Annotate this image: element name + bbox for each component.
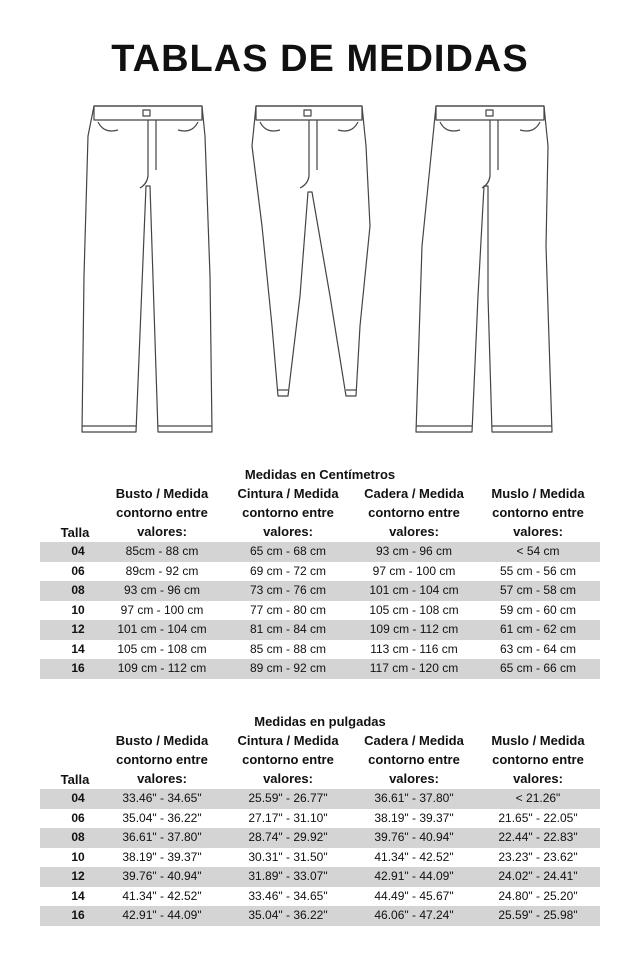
talla-cell: 10 bbox=[71, 602, 85, 617]
measure-cell: 36.61" - 37.80" bbox=[122, 830, 202, 844]
measure-cell: 65 cm - 66 cm bbox=[499, 661, 577, 675]
measure-cell: 85cm - 88 cm bbox=[125, 544, 199, 558]
measure-cell: 73 cm - 76 cm bbox=[249, 583, 327, 597]
measure-cell: 33.46" - 34.65" bbox=[122, 791, 202, 805]
talla-cell: 12 bbox=[71, 622, 85, 636]
measure-cell: 77 cm - 80 cm bbox=[249, 602, 327, 617]
column-header: Cadera / Medida contorno entre valores: bbox=[364, 733, 464, 786]
talla-cell: 04 bbox=[71, 791, 85, 805]
table-row bbox=[40, 848, 600, 868]
measure-cell: 93 cm - 96 cm bbox=[123, 583, 201, 597]
measure-cell: 61 cm - 62 cm bbox=[499, 622, 577, 636]
page-title: TABLAS DE MEDIDAS bbox=[111, 38, 529, 80]
skinny-jeans-icon bbox=[252, 106, 370, 396]
straight-jeans-icon bbox=[82, 106, 212, 432]
measure-cell: 44.49" - 45.67" bbox=[374, 888, 454, 903]
table-body bbox=[40, 789, 600, 926]
column-header: Cintura / Medida contorno entre valores: bbox=[237, 486, 339, 539]
talla-cell: 16 bbox=[71, 908, 85, 922]
measure-cell: 41.34" - 42.52" bbox=[122, 888, 202, 903]
measure-cell: 69 cm - 72 cm bbox=[249, 563, 327, 578]
measure-cell: 81 cm - 84 cm bbox=[249, 622, 327, 636]
measure-cell: 39.76" - 40.94" bbox=[122, 869, 202, 883]
measure-cell: 38.19" - 39.37" bbox=[122, 849, 202, 864]
measure-cell: 101 cm - 104 cm bbox=[369, 583, 459, 597]
measure-cell: 27.17" - 31.10" bbox=[248, 810, 328, 825]
talla-header: Talla bbox=[60, 772, 90, 787]
table-row bbox=[40, 659, 600, 679]
measure-cell: 109 cm - 112 cm bbox=[369, 622, 459, 636]
size-table-cm bbox=[40, 466, 600, 679]
measure-cell: 65 cm - 68 cm bbox=[249, 544, 327, 558]
jeans-illustrations bbox=[0, 96, 640, 448]
measure-cell: 21.65" - 22.05" bbox=[498, 810, 578, 825]
measure-cell: 30.31" - 31.50" bbox=[248, 849, 328, 864]
table-heading: Medidas en Centímetros bbox=[244, 467, 396, 482]
measure-cell: 41.34" - 42.52" bbox=[374, 849, 454, 864]
talla-cell: 14 bbox=[71, 641, 85, 656]
column-header: Busto / Medida contorno entre valores: bbox=[115, 733, 209, 786]
column-header: Busto / Medida contorno entre valores: bbox=[115, 486, 209, 539]
talla-cell: 12 bbox=[71, 869, 85, 883]
measure-cell: 38.19" - 39.37" bbox=[374, 810, 454, 825]
talla-cell: 06 bbox=[71, 810, 85, 825]
table-row bbox=[40, 828, 600, 848]
measure-cell: 117 cm - 120 cm bbox=[369, 661, 459, 675]
measure-cell: 55 cm - 56 cm bbox=[499, 563, 577, 578]
size-table-inches bbox=[40, 713, 600, 926]
measure-cell: 24.02" - 24.41" bbox=[498, 869, 578, 883]
talla-header: Talla bbox=[60, 525, 90, 540]
measure-cell: 57 cm - 58 cm bbox=[499, 583, 577, 597]
table-row bbox=[40, 867, 600, 887]
measure-cell: 89 cm - 92 cm bbox=[249, 661, 327, 675]
measure-cell: 23.23" - 23.62" bbox=[498, 849, 578, 864]
measure-cell: 89cm - 92 cm bbox=[125, 563, 199, 578]
measure-cell: 31.89" - 33.07" bbox=[248, 869, 328, 883]
measure-cell: 35.04" - 36.22" bbox=[122, 810, 202, 825]
measure-cell: 24.80" - 25.20" bbox=[498, 888, 578, 903]
measure-cell: 113 cm - 116 cm bbox=[370, 641, 458, 656]
measure-cell: 22.44" - 22.83" bbox=[498, 830, 578, 844]
table-header bbox=[40, 484, 600, 542]
measure-cell: 36.61" - 37.80" bbox=[374, 791, 454, 805]
table-header bbox=[40, 731, 600, 789]
talla-cell: 10 bbox=[71, 849, 85, 864]
measure-cell: 97 cm - 100 cm bbox=[372, 563, 456, 578]
measure-cell: 35.04" - 36.22" bbox=[248, 908, 328, 922]
table-row bbox=[40, 906, 600, 926]
measure-cell: 93 cm - 96 cm bbox=[375, 544, 453, 558]
table-row bbox=[40, 789, 600, 809]
table-heading: Medidas en pulgadas bbox=[254, 714, 386, 729]
measure-cell: 46.06" - 47.24" bbox=[374, 908, 454, 922]
flare-jeans-icon bbox=[416, 106, 552, 432]
measure-cell: 42.91" - 44.09" bbox=[122, 908, 202, 922]
table-row bbox=[40, 601, 600, 621]
measure-cell: 25.59" - 26.77" bbox=[248, 791, 328, 805]
measure-cell: 101 cm - 104 cm bbox=[117, 622, 207, 636]
table-row bbox=[40, 887, 600, 907]
talla-cell: 08 bbox=[71, 583, 85, 597]
measure-cell: 109 cm - 112 cm bbox=[117, 661, 207, 675]
measure-cell: < 21.26" bbox=[515, 791, 561, 805]
talla-cell: 04 bbox=[71, 544, 85, 558]
table-row bbox=[40, 620, 600, 640]
measure-cell: 97 cm - 100 cm bbox=[120, 602, 204, 617]
talla-cell: 16 bbox=[71, 661, 85, 675]
column-header: Muslo / Medida contorno entre valores: bbox=[491, 486, 585, 539]
measure-cell: 63 cm - 64 cm bbox=[499, 641, 577, 656]
table-row bbox=[40, 542, 600, 562]
table-row bbox=[40, 562, 600, 582]
measure-cell: 25.59" - 25.98" bbox=[498, 908, 578, 922]
talla-cell: 06 bbox=[71, 563, 85, 578]
measure-cell: 85 cm - 88 cm bbox=[249, 641, 327, 656]
column-header: Cintura / Medida contorno entre valores: bbox=[237, 733, 339, 786]
column-header: Cadera / Medida contorno entre valores: bbox=[364, 486, 464, 539]
table-body bbox=[40, 542, 600, 679]
table-row bbox=[40, 581, 600, 601]
measure-cell: 42.91" - 44.09" bbox=[374, 869, 454, 883]
table-row bbox=[40, 809, 600, 829]
talla-cell: 14 bbox=[71, 888, 85, 903]
measure-cell: 39.76" - 40.94" bbox=[374, 830, 454, 844]
talla-cell: 08 bbox=[71, 830, 85, 844]
measure-cell: 59 cm - 60 cm bbox=[499, 602, 577, 617]
measure-cell: 28.74" - 29.92" bbox=[248, 830, 328, 844]
measure-cell: 105 cm - 108 cm bbox=[369, 602, 459, 617]
column-header: Muslo / Medida contorno entre valores: bbox=[491, 733, 585, 786]
table-row bbox=[40, 640, 600, 660]
measure-cell: 105 cm - 108 cm bbox=[117, 641, 207, 656]
measure-cell: < 54 cm bbox=[516, 544, 560, 558]
measure-cell: 33.46" - 34.65" bbox=[248, 888, 328, 903]
